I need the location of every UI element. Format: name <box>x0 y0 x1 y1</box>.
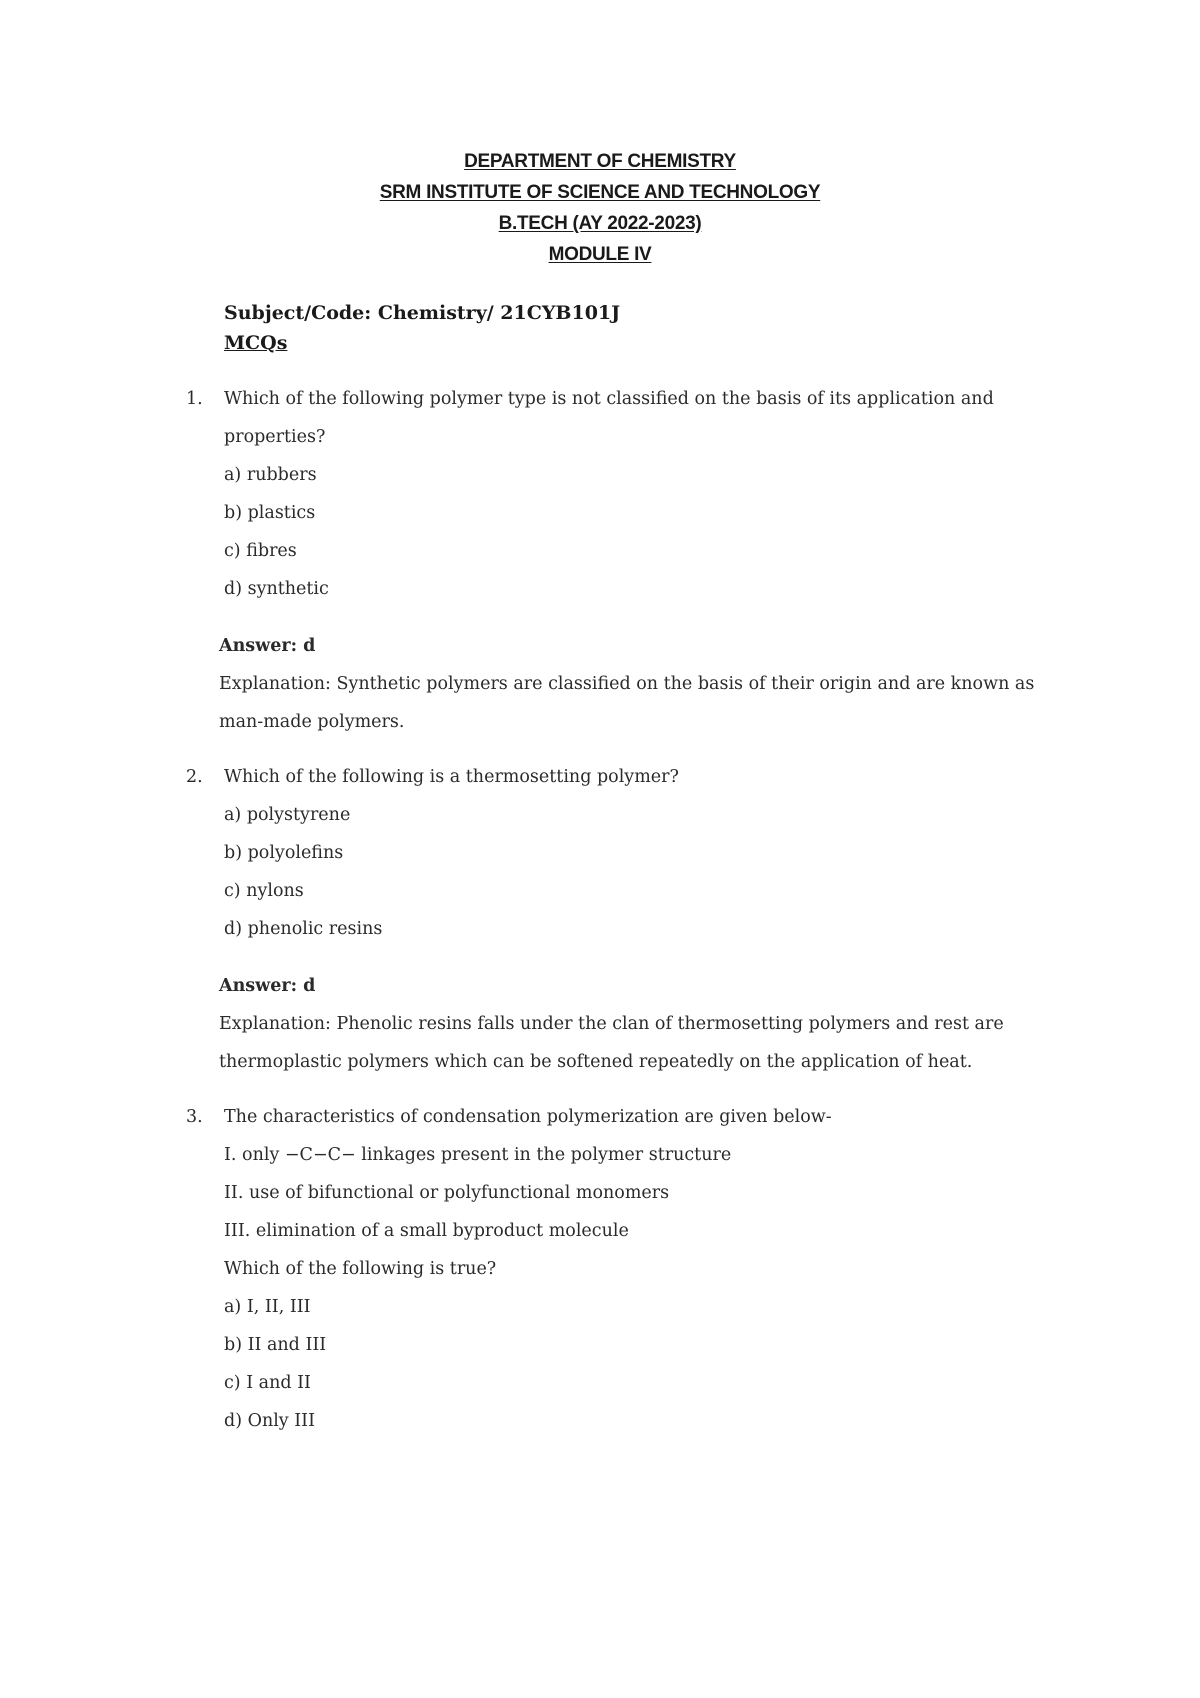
question-number: 3. <box>186 1107 203 1127</box>
document-header <box>0 146 1200 270</box>
option-d: d) Only III <box>224 1411 315 1431</box>
question-3 <box>186 1098 1086 1440</box>
statement-3: III. elimination of a small byproduct molecule <box>224 1221 629 1241</box>
explanation-text: Explanation: Phenolic resins falls under the clan of thermosetting polymers and rest are <box>219 1014 1004 1034</box>
statement-1: I. only −C−C− linkages present in the polymer structure <box>224 1145 732 1165</box>
question-text: Which of the following polymer type is not classified on the basis of its application and <box>224 389 994 409</box>
option-a: a) I, II, III <box>224 1297 311 1317</box>
option-b: b) II and III <box>224 1335 327 1355</box>
option-b: b) plastics <box>224 503 316 523</box>
question-number: 1. <box>186 389 203 409</box>
mcq-label: MCQs <box>224 332 288 354</box>
question-text: Which of the following is a thermosetting polymer? <box>224 767 679 787</box>
option-c: c) fibres <box>224 541 297 561</box>
program-title: B.TECH (AY 2022-2023) <box>498 213 702 234</box>
question-number: 2. <box>186 767 203 787</box>
subject-block <box>224 298 620 358</box>
statement-2: II. use of bifunctional or polyfunctional monomers <box>224 1183 670 1203</box>
institute-title: SRM INSTITUTE OF SCIENCE AND TECHNOLOGY <box>379 182 821 203</box>
option-d: d) synthetic <box>224 579 329 599</box>
answer-label: Answer: d <box>219 976 316 996</box>
explanation-text: man-made polymers. <box>219 712 405 732</box>
option-c: c) I and II <box>224 1373 311 1393</box>
option-a: a) polystyrene <box>224 805 351 825</box>
explanation-text: Explanation: Synthetic polymers are classified on the basis of their origin and are known as <box>219 674 1035 694</box>
option-d: d) phenolic resins <box>224 919 383 939</box>
question-text: The characteristics of condensation polymerization are given below- <box>224 1107 832 1127</box>
option-b: b) polyolefins <box>224 843 344 863</box>
question-2 <box>186 758 1086 948</box>
question-text: Which of the following is true? <box>224 1259 497 1279</box>
option-c: c) nylons <box>224 881 304 901</box>
subject-code: Subject/Code: Chemistry/ 21CYB101J <box>224 302 621 324</box>
department-title: DEPARTMENT OF CHEMISTRY <box>464 151 736 172</box>
explanation-text: thermoplastic polymers which can be softened repeatedly on the application of heat. <box>219 1052 973 1072</box>
option-a: a) rubbers <box>224 465 317 485</box>
answer-label: Answer: d <box>219 636 316 656</box>
question-1 <box>186 380 1086 608</box>
answer-2 <box>219 967 1119 1081</box>
answer-1 <box>219 627 1119 741</box>
module-title: MODULE IV <box>548 244 652 265</box>
question-text: properties? <box>224 427 326 447</box>
